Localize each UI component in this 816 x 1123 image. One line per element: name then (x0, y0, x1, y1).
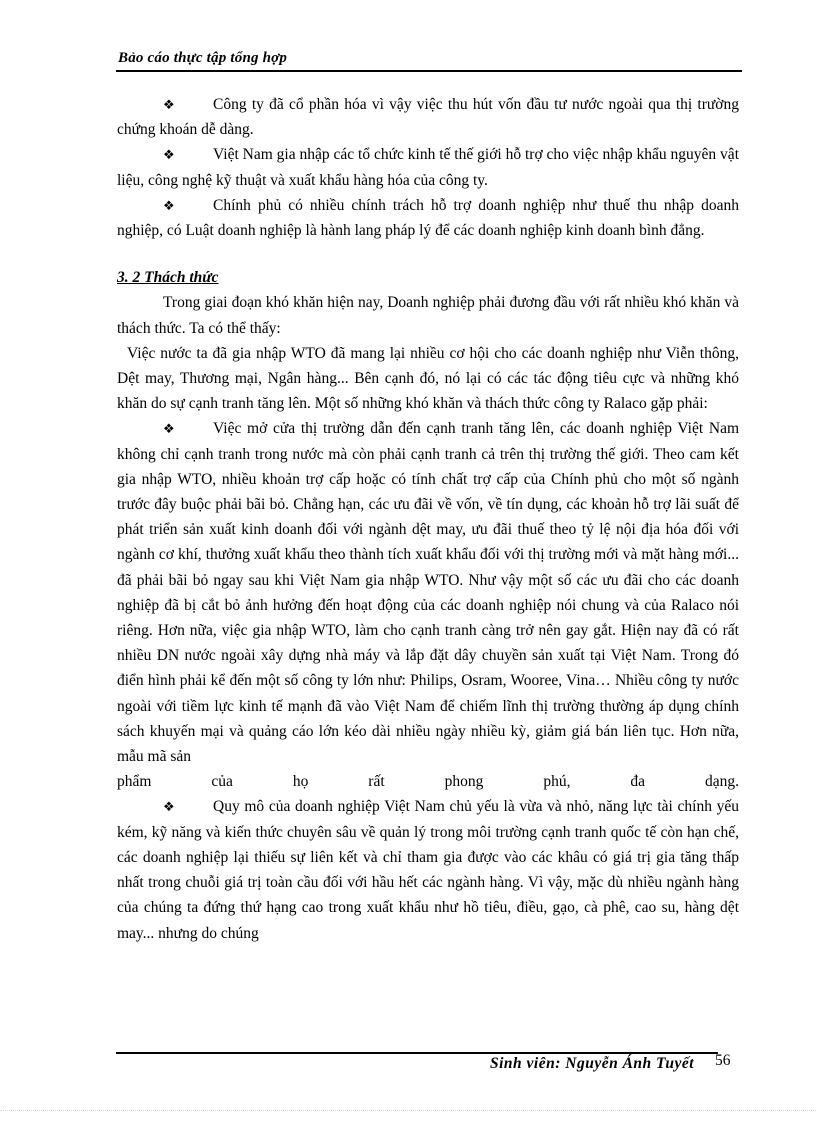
footer-author: Sinh viên: Nguyễn Ánh Tuyết (490, 1055, 695, 1072)
bullet-text: Việc mở cửa thị trường dẫn đến cạnh tranh tăng lên, các doanh nghiệp Việt Nam không chỉ cạnh tranh trong nước mà còn phải cạnh tranh cả trên thị trường thế giới. Theo cam kết gia nhập WTO, nhiều khoản trợ cấp hoặc có tính chất trợ cấp của Chính phủ cho một số ngành trước đây buộc phải bãi bỏ. Chẳng hạn, các ưu đãi về vốn, về tín dụng, các khoản hỗ trợ lãi suất để phát triển sản xuất kinh doanh đối với ngành dệt may, ưu đãi thuế theo tỷ lệ nội địa hóa đối với ngành cơ khí, thưởng xuất khẩu theo thành tích xuất khẩu đối với thị trường mới và mặt hàng mới... đã phải bãi bỏ ngay sau khi Việt Nam gia nhập WTO. Như vậy một số các ưu đãi cho các doanh nghiệp đã bị cắt bỏ ảnh hưởng đến hoạt động của các doanh nghiệp nói chung và của Ralaco nói riêng. Hơn nữa, việc gia nhập WTO, làm cho cạnh tranh càng trở nên gay gắt. Hiện nay đã có rất nhiều DN nước ngoài xây dựng nhà máy và lắp đặt dây chuyền sản xuất tại Việt Nam. Trong đó điển hình phải kể đến một số công ty lớn như: Philips, Osram, Wooree, Vina… Nhiều công ty nước ngoài với tiềm lực kinh tế mạnh đã vào Việt Nam để chiếm lĩnh thị trường thường áp dụng chính sách khuyến mại và quảng cáo lớn kéo dài nhiều ngày nhiều kỳ, giảm giá bán liên tục. Hơn nữa, mẫu mã sản (117, 420, 739, 766)
page-content (117, 92, 739, 946)
bullet-diamond-icon: ❖ (163, 421, 175, 437)
challenge-bullet-2 (117, 794, 739, 945)
section-spacer (117, 243, 739, 265)
bullet-diamond-icon: ❖ (163, 147, 175, 163)
header-rule (116, 70, 742, 72)
bullet-text: Chính phủ có nhiều chính trách hỗ trợ doanh nghiệp như thuế thu nhập doanh nghiệp, có Luật doanh nghiệp là hành lang pháp lý để các doanh nghiệp kinh doanh bình đẳng. (117, 196, 739, 240)
bullet-text: Công ty đã cổ phần hóa vì vậy việc thu hút vốn đầu tư nước ngoài qua thị trường chứng khoán dễ dàng. (117, 96, 739, 139)
header-title: Bảo cáo thực tập tổng hợp (118, 50, 288, 66)
bullet-diamond-icon: ❖ (163, 97, 175, 112)
bullet-text: Quy mô của doanh nghiệp Việt Nam chủ yếu là vừa và nhỏ, năng lực tài chính yếu kém, kỹ năng và kiến thức chuyên sâu về quản lý trong môi trường cạnh tranh quốc tế còn hạn chế, các doanh nghiệp lại thiếu sự liên kết và chỉ tham gia được vào các khâu có giá trị gia tăng thấp nhất trong chuỗi giá trị toàn cầu đối với hầu hết các ngành hàng. Vì vậy, mặc dù nhiều ngành hàng của chúng ta đứng thứ hạng cao trong xuất khẩu như hồ tiêu, điều, gạo, cà phê, cao su, hàng dệt may... nhưng do chúng (117, 798, 739, 942)
bullet-diamond-icon: ❖ (163, 799, 175, 815)
page-edge-divider (0, 1110, 816, 1111)
bullet-diamond-icon: ❖ (163, 197, 175, 213)
wto-paragraph: Việc nước ta đã gia nhập WTO đã mang lại nhiều cơ hội cho các doanh nghiệp như Viễn thông, Dệt may, Thương mại, Ngân hàng... Bên cạnh đó, nó lại có các tác động tiêu cực và những khó khăn do sự cạnh tranh tăng lên. Một số những khó khăn và thách thức công ty Ralaco gặp phải: (117, 344, 739, 413)
challenge-bullet-1 (117, 416, 739, 769)
bullet-text: Việt Nam gia nhập các tổ chức kinh tế thế giới hỗ trợ cho việc nhập khẩu nguyên vật liệu, công nghệ kỹ thuật và xuất khẩu hàng hóa của công ty. (117, 146, 739, 189)
section-title: 3. 2 Thách thức (117, 269, 219, 287)
page-number: 56 (715, 1052, 731, 1069)
footer-rule (116, 1052, 718, 1054)
opportunity-bullet-3 (117, 193, 739, 243)
challenge-bullet-1-last-line: phẩm của họ rất phong phú, đa dạng. (117, 773, 739, 791)
intro-paragraph: Trong giai đoạn khó khăn hiện nay, Doanh nghiệp phải đương đầu với rất nhiều khó khăn và thách thức. Ta có thể thấy: (117, 294, 739, 337)
section-heading (117, 265, 739, 290)
opportunity-bullet-1 (117, 92, 739, 142)
opportunity-bullet-2 (117, 142, 739, 192)
